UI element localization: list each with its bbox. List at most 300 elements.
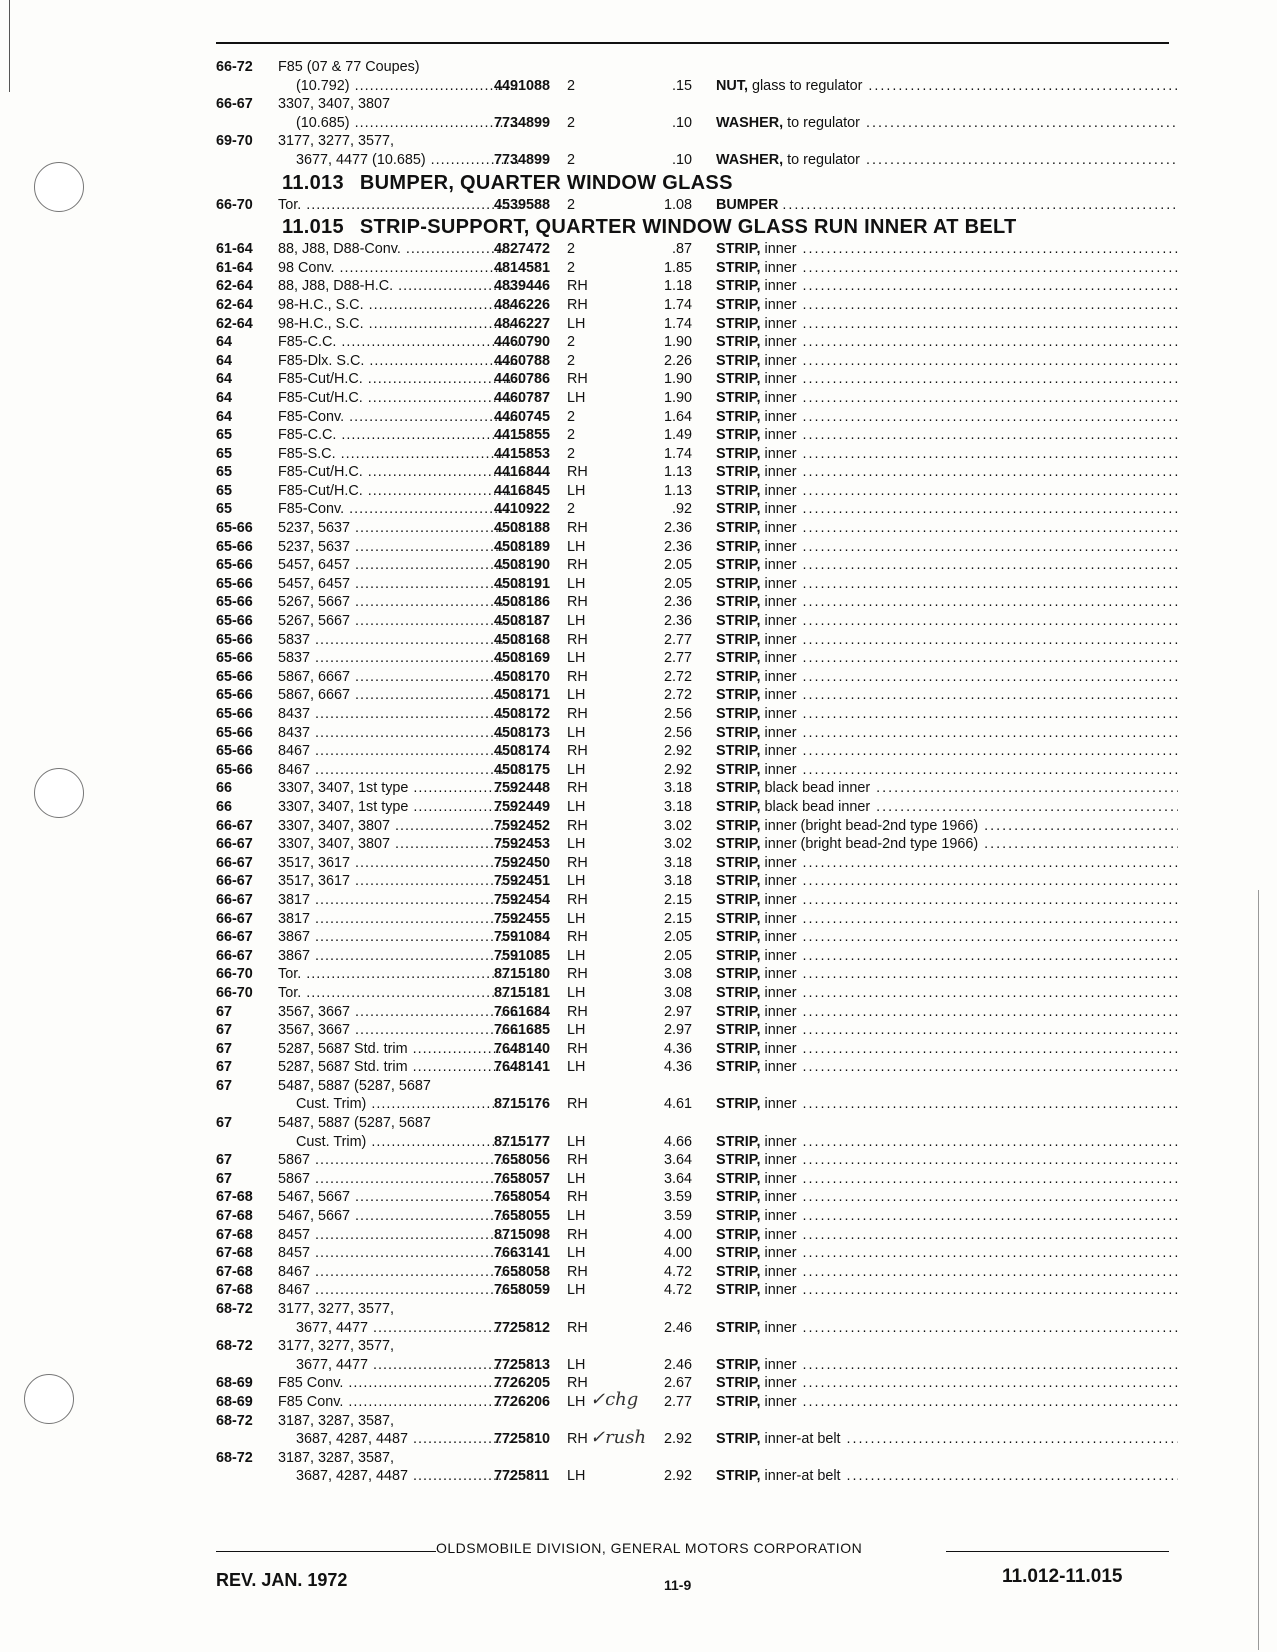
- year-cell: 66-67: [216, 929, 253, 946]
- year-cell: 66-67: [216, 817, 253, 834]
- year-cell: 64: [216, 371, 233, 388]
- year-cell: 66-70: [216, 984, 253, 1001]
- table-row: [216, 1170, 1176, 1189]
- year-cell: 68-69: [216, 1393, 253, 1410]
- model-cell: 3567, 3667 .....: [278, 1003, 520, 1022]
- model-cell: 8467 .....: [278, 742, 520, 761]
- part-description: inner: [764, 464, 797, 481]
- price-cell: 2.05: [663, 575, 692, 592]
- table-row: [216, 538, 1176, 557]
- quantity-cell: 2: [567, 334, 576, 351]
- price-cell: 2.77: [663, 1393, 692, 1410]
- year-cell: 64: [216, 389, 233, 406]
- table-row: [216, 1040, 1176, 1059]
- model-cell: 3567, 3667 .....: [278, 1021, 520, 1040]
- part-number-cell: 7648141: [494, 1059, 551, 1076]
- table-row: [216, 426, 1176, 445]
- part-name: STRIP,: [716, 1282, 761, 1299]
- table-row: [216, 835, 1176, 854]
- quantity-cell: LH: [567, 687, 586, 704]
- table-row: [216, 1151, 1176, 1170]
- year-cell: 67-68: [216, 1226, 253, 1243]
- part-description: inner: [764, 408, 797, 425]
- price-cell: 2.05: [663, 557, 692, 574]
- model-cell: Tor. .....: [278, 196, 520, 215]
- part-name: STRIP,: [716, 798, 761, 815]
- handwritten-note: ✓chg: [590, 1389, 639, 1410]
- table-row: [216, 445, 1176, 464]
- quantity-cell: LH: [567, 1356, 586, 1373]
- year-cell: 65-66: [216, 761, 253, 778]
- model-cell: 5237, 5637 .....: [278, 538, 520, 557]
- price-cell: 1.13: [663, 482, 692, 499]
- part-description: inner: [764, 1170, 797, 1187]
- part-name: STRIP,: [716, 966, 761, 983]
- description-cell: [716, 1095, 1178, 1114]
- quantity-cell: RH: [567, 1226, 588, 1243]
- part-description: black bead inner: [764, 798, 871, 815]
- year-cell: 65-66: [216, 538, 253, 555]
- description-cell: [716, 965, 1178, 984]
- model-cell: 98-H.C., S.C. .....: [278, 315, 520, 334]
- part-description: inner: [764, 891, 797, 908]
- description-cell: [716, 151, 1178, 170]
- part-description: inner: [764, 575, 797, 592]
- model-cell: 3517, 3617 .....: [278, 872, 520, 891]
- table-row: [216, 817, 1176, 836]
- part-name: STRIP,: [716, 427, 761, 444]
- part-description: to regulator: [787, 114, 860, 131]
- part-number-cell: 7661685: [494, 1022, 551, 1039]
- quantity-cell: LH: [567, 873, 586, 890]
- quantity-cell: 2: [567, 259, 576, 276]
- table-row: [216, 463, 1176, 482]
- part-number-cell: 4460786: [494, 371, 551, 388]
- part-description: inner: [764, 501, 797, 518]
- part-number-cell: 4814581: [494, 259, 551, 276]
- part-name: STRIP,: [716, 1022, 761, 1039]
- model-cell: Tor. .....: [278, 984, 520, 1003]
- quantity-cell: LH: [567, 613, 586, 630]
- part-number-cell: 7734899: [494, 114, 551, 131]
- description-cell: [716, 872, 1178, 891]
- part-name: STRIP,: [716, 1226, 761, 1243]
- table-row: [216, 1449, 1176, 1486]
- price-cell: 4.66: [663, 1133, 692, 1150]
- quantity-cell: LH: [567, 482, 586, 499]
- quantity-cell: 2: [567, 77, 576, 94]
- section-title: BUMPER, QUARTER WINDOW GLASS: [359, 171, 733, 194]
- model-cell: F85-C.C. .....: [278, 333, 520, 352]
- table-row: [216, 370, 1176, 389]
- year-cell: 68-69: [216, 1375, 253, 1392]
- year-cell: 67: [216, 1003, 233, 1020]
- price-cell: 2.77: [663, 650, 692, 667]
- price-cell: 2.36: [663, 520, 692, 537]
- table-row: [216, 132, 1176, 169]
- quantity-cell: LH: [567, 1022, 586, 1039]
- table-row: [216, 779, 1176, 798]
- part-description: inner: [764, 1393, 797, 1410]
- part-number-cell: 7725810: [494, 1431, 551, 1448]
- year-cell: 65: [216, 501, 233, 518]
- part-description: inner: [764, 1096, 797, 1113]
- part-number-cell: 4460790: [494, 334, 551, 351]
- table-row: [216, 575, 1176, 594]
- part-description: inner: [764, 538, 797, 555]
- part-number-cell: 7725811: [494, 1468, 550, 1485]
- quantity-cell: RH: [567, 854, 588, 871]
- part-description: inner: [764, 743, 797, 760]
- quantity-cell: 2: [567, 427, 576, 444]
- table-row: [216, 705, 1176, 724]
- price-cell: 1.64: [663, 408, 692, 425]
- quantity-cell: 2: [567, 196, 576, 213]
- model-cell: 8467 .....: [278, 1263, 520, 1282]
- model-cell: F85 Conv. .....: [278, 1374, 520, 1393]
- part-name: STRIP,: [716, 259, 761, 276]
- table-row: [216, 947, 1176, 966]
- quantity-cell: LH: [567, 575, 586, 592]
- part-description: inner: [764, 259, 797, 276]
- year-cell: 66-67: [216, 96, 253, 113]
- description-cell: [716, 500, 1178, 519]
- year-cell: 64: [216, 334, 233, 351]
- part-number-cell: 7658058: [494, 1263, 551, 1280]
- part-number-cell: 7734899: [494, 151, 551, 168]
- part-number-cell: 4416844: [494, 464, 551, 481]
- table-row: [216, 928, 1176, 947]
- table-row: [216, 910, 1176, 929]
- description-cell: [716, 593, 1178, 612]
- model-cell: F85-Cut/H.C. .....: [278, 463, 520, 482]
- part-number-cell: 7592450: [494, 854, 551, 871]
- description-cell: [716, 835, 1178, 854]
- part-name: STRIP,: [716, 464, 761, 481]
- year-cell: 65-66: [216, 687, 253, 704]
- part-number-cell: 4508187: [494, 613, 551, 630]
- part-number-cell: 7591084: [494, 929, 551, 946]
- part-number-cell: 7592455: [494, 910, 551, 927]
- table-row: [216, 593, 1176, 612]
- price-cell: 2.46: [663, 1356, 692, 1373]
- model-cell: 5467, 5667 .....: [278, 1188, 520, 1207]
- year-cell: 66-67: [216, 854, 253, 871]
- quantity-cell: LH: [567, 1282, 586, 1299]
- part-description: glass to regulator: [751, 77, 863, 94]
- part-description: inner: [764, 929, 797, 946]
- part-description: inner: [764, 1022, 797, 1039]
- model-cell: 5267, 5667 .....: [278, 612, 520, 631]
- part-description: inner: [764, 910, 797, 927]
- price-cell: 2.26: [663, 352, 692, 369]
- price-cell: 2.72: [663, 668, 692, 685]
- year-cell: 65-66: [216, 724, 253, 741]
- quantity-cell: RH: [567, 668, 588, 685]
- description-cell: [716, 196, 1178, 215]
- part-number-cell: 7726206: [494, 1393, 551, 1410]
- year-cell: 66: [216, 798, 233, 815]
- year-cell: 67-68: [216, 1189, 253, 1206]
- part-name: STRIP,: [716, 1040, 761, 1057]
- year-cell: 65: [216, 464, 233, 481]
- model-cell: 3177, 3277, 3577,: [278, 1338, 395, 1355]
- part-number-cell: 7725813: [494, 1356, 551, 1373]
- part-description: inner-at belt: [764, 1468, 841, 1485]
- handwritten-note: ✓rush: [590, 1427, 647, 1448]
- table-row: [216, 315, 1176, 334]
- price-cell: 4.00: [663, 1245, 692, 1262]
- part-name: STRIP,: [716, 724, 761, 741]
- year-cell: 66-70: [216, 966, 253, 983]
- part-number-cell: 7658054: [494, 1189, 551, 1206]
- price-cell: 4.72: [663, 1263, 692, 1280]
- model-cell: 5867 .....: [278, 1170, 520, 1189]
- quantity-cell: RH: [567, 891, 588, 908]
- part-name: STRIP,: [716, 371, 761, 388]
- part-description: inner: [764, 1189, 797, 1206]
- part-name: NUT,: [716, 77, 748, 94]
- page-number: 11-9: [664, 1577, 692, 1593]
- quantity-cell: RH: [567, 296, 588, 313]
- part-name: STRIP,: [716, 947, 761, 964]
- year-cell: 67: [216, 1059, 233, 1076]
- quantity-cell: RH: [567, 594, 588, 611]
- table-row: [216, 240, 1176, 259]
- part-number-cell: 7661684: [494, 1003, 551, 1020]
- table-row: [216, 1021, 1176, 1040]
- description-cell: [716, 426, 1178, 445]
- price-cell: 2.05: [663, 947, 692, 964]
- model-cell: 3307, 3407, 3807 .....: [278, 817, 520, 836]
- part-number-cell: 4416845: [494, 482, 551, 499]
- year-cell: 65-66: [216, 575, 253, 592]
- model-cell: 3817 .....: [278, 891, 520, 910]
- part-description: inner: [764, 371, 797, 388]
- table-row: [216, 649, 1176, 668]
- year-cell: 67: [216, 1077, 233, 1094]
- part-description: inner: [764, 687, 797, 704]
- description-cell: [716, 259, 1178, 278]
- part-name: STRIP,: [716, 836, 761, 853]
- top-rule: [216, 42, 1169, 44]
- year-cell: 66-67: [216, 910, 253, 927]
- part-name: STRIP,: [716, 278, 761, 295]
- part-description: inner: [764, 296, 797, 313]
- table-row: [216, 891, 1176, 910]
- description-cell: [716, 575, 1178, 594]
- quantity-cell: RH: [567, 1096, 588, 1113]
- model-cell: 5487, 5887 (5287, 5687: [278, 1077, 431, 1094]
- model-cell: 5837 .....: [278, 631, 520, 650]
- description-cell: [716, 1374, 1178, 1393]
- quantity-cell: RH: [567, 780, 588, 797]
- model-cell: 3517, 3617 .....: [278, 854, 520, 873]
- part-name: STRIP,: [716, 891, 761, 908]
- year-cell: 66-67: [216, 873, 253, 890]
- part-name: STRIP,: [716, 1003, 761, 1020]
- table-row: [216, 1114, 1176, 1151]
- footer-revision: REV. JAN. 1972: [216, 1570, 348, 1590]
- part-name: STRIP,: [716, 315, 761, 332]
- model-cell: 88, J88, D88-H.C. .....: [278, 277, 520, 296]
- model-cell: F85-Conv. .....: [278, 500, 520, 519]
- part-number-cell: 7592449: [494, 798, 551, 815]
- part-number-cell: 7658056: [494, 1152, 551, 1169]
- description-cell: [716, 333, 1178, 352]
- part-number-cell: 7592448: [494, 780, 551, 797]
- part-description: inner: [764, 594, 797, 611]
- price-cell: 2.36: [663, 613, 692, 630]
- quantity-cell: LH: [567, 798, 586, 815]
- table-row: [216, 352, 1176, 371]
- model-cell: 5837 .....: [278, 649, 520, 668]
- quantity-cell: RH: [567, 966, 588, 983]
- quantity-cell: 2: [567, 241, 576, 258]
- part-name: STRIP,: [716, 575, 761, 592]
- price-cell: .10: [671, 114, 692, 131]
- model-cell: 98-H.C., S.C. .....: [278, 296, 520, 315]
- table-row: [216, 408, 1176, 427]
- model-cell: 5467, 5667 .....: [278, 1207, 520, 1226]
- part-name: STRIP,: [716, 613, 761, 630]
- table-row: [216, 1412, 1176, 1449]
- part-description: inner: [764, 854, 797, 871]
- model-cell: 8467 .....: [278, 1281, 520, 1300]
- quantity-cell: RH: [567, 1152, 588, 1169]
- part-name: STRIP,: [716, 1431, 761, 1448]
- part-name: STRIP,: [716, 650, 761, 667]
- quantity-cell: RH: [567, 743, 588, 760]
- part-number-cell: 4508190: [494, 557, 551, 574]
- part-number-cell: 4508168: [494, 631, 551, 648]
- model-cell: 3677, 4477 .....: [296, 1356, 520, 1375]
- year-cell: 68-72: [216, 1338, 253, 1355]
- part-name: STRIP,: [716, 1152, 761, 1169]
- description-cell: [716, 1281, 1178, 1300]
- model-cell: 8467 .....: [278, 761, 520, 780]
- year-cell: 67-68: [216, 1208, 253, 1225]
- description-cell: [716, 928, 1178, 947]
- quantity-cell: 2: [567, 501, 576, 518]
- description-cell: [716, 1151, 1178, 1170]
- description-cell: [716, 1319, 1178, 1338]
- quantity-cell: LH: [567, 389, 586, 406]
- year-cell: 67: [216, 1115, 233, 1132]
- price-cell: 3.59: [663, 1208, 692, 1225]
- part-description: inner: [764, 1208, 797, 1225]
- price-cell: 1.13: [663, 464, 692, 481]
- description-cell: [716, 631, 1178, 650]
- year-cell: 66: [216, 780, 233, 797]
- part-description: inner: [764, 631, 797, 648]
- price-cell: 2.97: [663, 1022, 692, 1039]
- description-cell: [716, 1393, 1178, 1412]
- quantity-cell: RH: [567, 817, 588, 834]
- model-cell: 5867 .....: [278, 1151, 520, 1170]
- part-number-cell: 4460788: [494, 352, 551, 369]
- year-cell: 65-66: [216, 557, 253, 574]
- price-cell: 3.59: [663, 1189, 692, 1206]
- part-number-cell: 4508173: [494, 724, 551, 741]
- year-cell: 64: [216, 352, 233, 369]
- price-cell: 2.92: [663, 1431, 692, 1448]
- model-cell: (10.792) .....: [296, 77, 520, 96]
- description-cell: [716, 408, 1178, 427]
- price-cell: 1.49: [663, 427, 692, 444]
- year-cell: 65-66: [216, 706, 253, 722]
- quantity-cell: 2: [567, 151, 576, 168]
- description-cell: [716, 315, 1178, 334]
- part-name: STRIP,: [716, 780, 761, 797]
- table-row: [216, 1281, 1176, 1300]
- price-cell: 2.46: [663, 1319, 692, 1336]
- part-name: STRIP,: [716, 1375, 761, 1392]
- part-description: inner: [764, 1040, 797, 1057]
- model-cell: F85 Conv. .....: [278, 1393, 520, 1412]
- model-cell: 5867, 6667 .....: [278, 668, 520, 687]
- model-cell: Cust. Trim) .....: [296, 1133, 520, 1152]
- part-number-cell: 4508188: [494, 520, 551, 537]
- section-number: 11.015: [282, 216, 344, 239]
- part-number-cell: 4846226: [494, 296, 551, 313]
- part-name: STRIP,: [716, 817, 761, 834]
- part-name: WASHER,: [716, 151, 784, 168]
- part-number-cell: 4508171: [494, 687, 551, 704]
- table-row: [216, 686, 1176, 705]
- price-cell: 3.02: [663, 836, 692, 853]
- model-cell: Cust. Trim) .....: [296, 1095, 520, 1114]
- part-description: inner: [764, 1263, 797, 1280]
- model-cell: F85-Cut/H.C. .....: [278, 370, 520, 389]
- price-cell: 2.15: [663, 891, 692, 908]
- model-cell: 8457 .....: [278, 1226, 520, 1245]
- model-cell: 5287, 5687 Std. trim .....: [278, 1040, 520, 1059]
- year-cell: 65: [216, 482, 233, 499]
- part-description: black bead inner: [764, 780, 871, 797]
- model-cell: Tor. .....: [278, 965, 520, 984]
- price-cell: 1.74: [663, 296, 692, 313]
- year-cell: 65-66: [216, 594, 253, 611]
- table-row: [216, 984, 1176, 1003]
- year-cell: 66-67: [216, 947, 253, 964]
- part-description: inner: [764, 947, 797, 964]
- footer-rule: [946, 1551, 1169, 1552]
- part-name: STRIP,: [716, 687, 761, 704]
- table-row: [216, 1188, 1176, 1207]
- year-cell: 67-68: [216, 1263, 253, 1280]
- description-cell: [716, 296, 1178, 315]
- price-cell: .87: [671, 241, 692, 258]
- description-cell: [716, 1263, 1178, 1282]
- year-cell: 68-72: [216, 1412, 253, 1429]
- table-row: [216, 798, 1176, 817]
- quantity-cell: LH: [567, 1059, 586, 1076]
- year-cell: 67-68: [216, 1245, 253, 1262]
- year-cell: 66-67: [216, 836, 253, 853]
- part-name: STRIP,: [716, 334, 761, 351]
- part-name: STRIP,: [716, 1096, 761, 1113]
- price-cell: 2.36: [663, 594, 692, 611]
- description-cell: [716, 352, 1178, 371]
- part-description: inner: [764, 520, 797, 537]
- part-number-cell: 7658059: [494, 1282, 551, 1299]
- part-number-cell: 7592452: [494, 817, 551, 834]
- table-row: [216, 259, 1176, 278]
- price-cell: 1.85: [663, 259, 692, 276]
- part-number-cell: 7648140: [494, 1040, 551, 1057]
- quantity-cell: LH: [567, 1133, 586, 1150]
